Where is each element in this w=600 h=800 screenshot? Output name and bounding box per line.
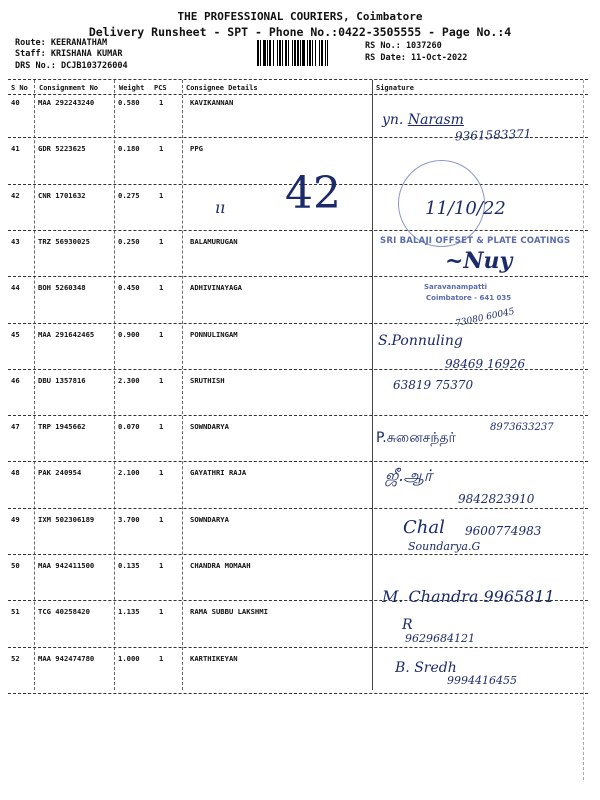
- route-label: Route: KEERANATHAM: [15, 38, 108, 48]
- row-consignee: ADHIVINAYAGA: [190, 283, 242, 293]
- row-pcs: 1: [159, 561, 164, 570]
- signature-row-48: ஜீ.ஆர்: [385, 466, 433, 485]
- barcode-bar: [312, 40, 313, 66]
- col-header-details: Consignee Details: [186, 84, 258, 92]
- document-subtitle: Delivery Runsheet - SPT - Phone No.:0422-3505555 - Page No.:4: [88, 25, 512, 39]
- row-separator: [8, 508, 588, 509]
- row-sno: 44: [11, 283, 20, 293]
- date-row-42: 11/10/22: [425, 198, 506, 219]
- barcode-bar: [309, 40, 311, 66]
- stamp-line1: SRI BALAJI OFFSET & PLATE COATINGS: [380, 236, 571, 246]
- row-consignee: BALAMURUGAN: [190, 236, 238, 246]
- row-pcs: 1: [159, 514, 164, 524]
- row-consignee: CHANDRA MOMAAH: [190, 561, 251, 570]
- barcode-bar: [321, 40, 323, 66]
- row-consignment-no: MAA 292243240: [38, 98, 95, 107]
- row-consignment-no: TRZ 56930025: [38, 236, 90, 246]
- row-pcs: 1: [159, 607, 164, 617]
- row-consignee: KARTHIKEYAN: [190, 653, 238, 663]
- margin-note: 42: [285, 168, 341, 219]
- row-consignee: PONNULINGAM: [190, 329, 238, 339]
- row-weight: 0.900: [118, 329, 140, 339]
- barcode-bar: [307, 40, 308, 66]
- barcode-bar: [260, 40, 261, 66]
- col-header-sno: S No: [11, 84, 28, 92]
- phone-row-51: 9629684121: [405, 632, 475, 645]
- drs-number: DRS No.: DCJB103726004: [15, 61, 128, 71]
- signature-row-49: Chal: [403, 517, 445, 538]
- barcode-bar: [327, 40, 328, 66]
- col-separator: [182, 80, 183, 690]
- row-weight: 0.135: [118, 561, 140, 570]
- row-sno: 50: [11, 561, 20, 570]
- barcode-bar: [282, 40, 283, 66]
- signature-row-52: B. Sredh: [395, 660, 457, 676]
- row-consignee: KAVIKANNAN: [190, 98, 234, 107]
- row-weight: 0.250: [118, 236, 140, 246]
- barcode-bar: [285, 40, 287, 66]
- barcode-bar: [297, 40, 299, 66]
- row-sno: 43: [11, 236, 20, 246]
- row-pcs: 1: [159, 190, 164, 200]
- document-title: THE PROFESSIONAL COURIERS, Coimbatore: [177, 10, 423, 23]
- phone-row-45: 73080 60045: [454, 306, 516, 330]
- rs-date: RS Date: 11-Oct-2022: [365, 53, 468, 63]
- phone-row-47: 8973633237: [490, 422, 554, 433]
- row-sno: 40: [11, 98, 20, 107]
- barcode-bar: [325, 40, 326, 66]
- phone-row-49: 9600774983: [465, 524, 542, 538]
- barcode-bar: [319, 40, 320, 66]
- row-consignment-no: GDR 5223625: [38, 144, 86, 154]
- row-weight: 1.000: [118, 653, 140, 663]
- staff-label: Staff: KRISHANA KUMAR: [15, 49, 123, 59]
- row-separator: [8, 415, 588, 416]
- stamp-circle: [398, 160, 485, 247]
- row-sno: 49: [11, 514, 20, 524]
- row-sno: 52: [11, 653, 20, 663]
- barcode-bar: [315, 40, 316, 66]
- barcode-bar: [269, 40, 271, 66]
- phone-row-46b: 63819 75370: [393, 378, 474, 392]
- col-header-weight: Weight: [119, 84, 145, 92]
- barcode-bar: [267, 40, 268, 66]
- barcode-bar: [300, 40, 301, 66]
- row-consignment-no: BOH 5260348: [38, 283, 86, 293]
- row-consignment-no: IXM 502306189: [38, 514, 95, 524]
- row-consignment-no: DBU 1357816: [38, 375, 86, 385]
- barcode-bar: [288, 40, 289, 66]
- row-sno: 47: [11, 422, 20, 432]
- row-consignment-no: MAA 942474780: [38, 653, 95, 663]
- row-sno: 46: [11, 375, 20, 385]
- row-consignee: RAMA SUBBU LAKSHMI: [190, 607, 268, 617]
- table-header-rule: [8, 94, 588, 95]
- col-header-consignment: Consignment No: [39, 84, 99, 92]
- row-sno: 51: [11, 607, 20, 617]
- barcode-bar: [294, 40, 296, 66]
- signature-row-43: ~Nuy: [445, 248, 513, 274]
- row-separator: [8, 647, 588, 648]
- barcode-bar: [273, 40, 274, 66]
- row-separator: [8, 276, 588, 277]
- row-consignee: SOWNDARYA: [190, 422, 229, 432]
- stamp-line2: Saravanampatti: [424, 283, 488, 291]
- barcode-bar: [292, 40, 293, 66]
- row-weight: 0.275: [118, 190, 140, 200]
- row-sno: 45: [11, 329, 20, 339]
- row-consignee: SRUTHISH: [190, 375, 225, 385]
- row-weight: 2.300: [118, 375, 140, 385]
- row-sno: 48: [11, 468, 20, 478]
- signature-row-51: R: [402, 617, 413, 633]
- barcode-bar: [277, 40, 278, 66]
- phone-row-40: 9361583371: [454, 126, 532, 144]
- row-consignment-no: TRP 1945662: [38, 422, 86, 432]
- name-row-49: Soundarya.G: [408, 540, 481, 553]
- row-consignee: PPG: [190, 144, 203, 154]
- page-edge-line: [583, 80, 584, 780]
- row-sno: 41: [11, 144, 20, 154]
- row-pcs: 1: [159, 653, 164, 663]
- table-top-rule: [8, 79, 588, 80]
- row-consignee: SOWNDARYA: [190, 514, 229, 524]
- row-consignment-no: MAA 291642465: [38, 329, 95, 339]
- row-separator: [8, 554, 588, 555]
- phone-row-46a: 98469 16926: [445, 357, 526, 371]
- row-weight: 0.180: [118, 144, 140, 154]
- row-consignment-no: TCG 40258420: [38, 607, 90, 617]
- signature-row-47: P.சுனைசந்தர்: [376, 430, 456, 446]
- row-pcs: 1: [159, 236, 164, 246]
- row-weight: 0.580: [118, 98, 140, 107]
- row-separator: [8, 230, 588, 231]
- row-weight: 0.450: [118, 283, 140, 293]
- row-sno: 42: [11, 190, 20, 200]
- ditto-mark: ıı: [215, 198, 226, 217]
- row-weight: 0.070: [118, 422, 140, 432]
- row-consignee: GAYATHRI RAJA: [190, 468, 247, 478]
- barcode-bar: [279, 40, 281, 66]
- row-pcs: 1: [159, 144, 164, 154]
- signature-row-50: M. Chandra 9965811: [382, 587, 555, 606]
- row-pcs: 1: [159, 329, 164, 339]
- barcode: [257, 40, 357, 66]
- row-consignment-no: MAA 942411500: [38, 561, 95, 570]
- row-pcs: 1: [159, 375, 164, 385]
- barcode-bar: [302, 40, 305, 66]
- col-separator: [372, 80, 373, 690]
- row-separator: [8, 323, 588, 324]
- row-pcs: 1: [159, 283, 164, 293]
- row-weight: 1.135: [118, 607, 140, 617]
- row-separator: [8, 693, 588, 694]
- col-header-pcs: PCS: [154, 84, 167, 92]
- row-pcs: 1: [159, 98, 164, 107]
- row-pcs: 1: [159, 422, 164, 432]
- col-separator: [114, 80, 115, 690]
- stamp-line3: Coimbatore - 641 035: [426, 294, 512, 302]
- phone-row-52: 9994416455: [447, 674, 517, 687]
- barcode-bar: [257, 40, 259, 66]
- signature-row-45: S.Ponnuling: [378, 333, 463, 349]
- signature-row-40: yn. Narasm: [382, 112, 464, 128]
- row-consignment-no: PAK 240954: [38, 468, 82, 478]
- row-separator: [8, 461, 588, 462]
- col-separator: [34, 80, 35, 690]
- row-consignment-no: CNR 1701632: [38, 190, 86, 200]
- rs-number: RS No.: 1037260: [365, 41, 442, 51]
- barcode-bar: [263, 40, 266, 66]
- row-pcs: 1: [159, 468, 164, 478]
- row-weight: 3.700: [118, 514, 140, 524]
- phone-row-48: 9842823910: [458, 492, 535, 506]
- col-header-signature: Signature: [376, 84, 414, 92]
- row-weight: 2.100: [118, 468, 140, 478]
